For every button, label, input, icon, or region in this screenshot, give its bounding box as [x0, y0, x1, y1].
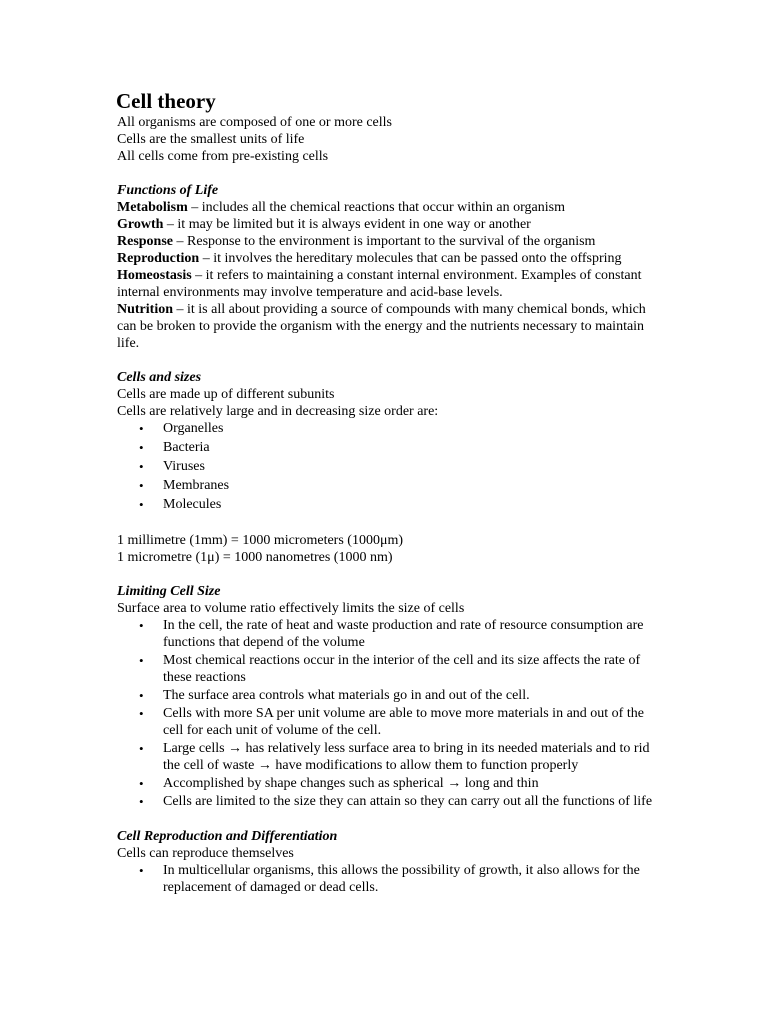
bullet-icon: •: [139, 741, 144, 756]
list-item: [117, 862, 657, 896]
cell-theory-line: All cells come from pre-existing cells: [117, 149, 329, 164]
unit-line: 1 micrometre (1μ) = 1000 nanometres (1000 nm): [117, 550, 393, 565]
list-item-text: Molecules: [163, 497, 222, 512]
limiting-section: [117, 583, 657, 810]
list-item: [117, 775, 657, 792]
list-item-text: Large cells → has relatively less surface area to bring in its needed materials and to rid the cell of waste → have modifications to allow them to function properly: [163, 741, 650, 773]
function-text: – it refers to maintaining a constant internal environment. Examples of constant internal environments may involve temperature and acid-base levels.: [117, 268, 642, 300]
list-item-text: Most chemical reactions occur in the interior of the cell and its size affects the rate of these reactions: [163, 653, 641, 685]
bullet-icon: •: [139, 459, 144, 474]
function-item: [117, 250, 657, 267]
list-item: [117, 687, 657, 704]
sizes-intro-line: Cells are made up of different subunits: [117, 387, 335, 402]
list-item-text: Membranes: [163, 478, 230, 493]
bullet-icon: •: [139, 618, 144, 633]
list-item-text: The surface area controls what materials go in and out of the cell.: [163, 688, 530, 703]
cell-theory-section: [117, 114, 657, 165]
bullet-icon: •: [139, 440, 144, 455]
function-text: – includes all the chemical reactions that occur within an organism: [187, 200, 565, 215]
cell-theory-line: All organisms are composed of one or more cells: [117, 115, 393, 130]
list-item: [117, 705, 657, 739]
function-term: Growth: [117, 217, 164, 232]
sizes-section: [117, 369, 657, 566]
function-text: – it involves the hereditary molecules that can be passed onto the offspring: [199, 251, 622, 266]
list-item-text: Cells are limited to the size they can attain so they can carry out all the functions of life: [163, 794, 653, 809]
reproduction-intro: Cells can reproduce themselves: [117, 846, 294, 861]
limiting-list: [117, 617, 657, 810]
list-item: [117, 740, 657, 774]
list-item: [117, 420, 657, 438]
bullet-icon: •: [139, 706, 144, 721]
list-item: [117, 439, 657, 457]
function-term: Homeostasis: [117, 268, 192, 283]
bullet-icon: •: [139, 776, 144, 791]
page-title: Cell theory: [116, 89, 216, 113]
reproduction-heading: Cell Reproduction and Differentiation: [117, 829, 338, 844]
list-item-text: In multicellular organisms, this allows the possibility of growth, it also allows for the replacement of damaged or dead cells.: [163, 863, 640, 895]
function-term: Nutrition: [117, 302, 173, 317]
list-item: [117, 652, 657, 686]
function-term: Metabolism: [117, 200, 188, 215]
list-item-text: Viruses: [163, 459, 205, 474]
list-item: [117, 617, 657, 651]
bullet-icon: •: [139, 794, 144, 809]
bullet-icon: •: [139, 863, 144, 878]
list-item: [117, 477, 657, 495]
list-item-text: Organelles: [163, 421, 224, 436]
list-item-text: In the cell, the rate of heat and waste production and rate of resource consumption are functions that depend of the volume: [163, 618, 644, 650]
function-text: – it is all about providing a source of compounds with many chemical bonds, which can be broken to provide the organism with the energy and the nutrients necessary to maintain life.: [117, 302, 646, 351]
sizes-intro-line: Cells are relatively large and in decreasing size order are:: [117, 404, 439, 419]
list-item-text: Bacteria: [163, 440, 210, 455]
bullet-icon: •: [139, 688, 144, 703]
list-item-text: Cells with more SA per unit volume are able to move more materials in and out of the cell for each unit of volume of the cell.: [163, 706, 644, 738]
cell-theory-line: Cells are the smallest units of life: [117, 132, 305, 147]
bullet-icon: •: [139, 497, 144, 512]
list-item: [117, 793, 657, 810]
function-text: – Response to the environment is important to the survival of the organism: [173, 234, 596, 249]
function-item: [117, 233, 657, 250]
unit-line: 1 millimetre (1mm) = 1000 micrometers (1000μm): [117, 533, 404, 548]
list-item-text: Accomplished by shape changes such as spherical → long and thin: [163, 776, 539, 791]
bullet-icon: •: [139, 478, 144, 493]
functions-heading: Functions of Life: [117, 183, 219, 198]
function-item: [117, 216, 657, 233]
list-item: [117, 458, 657, 476]
function-item: [117, 301, 657, 352]
bullet-icon: •: [139, 653, 144, 668]
function-item: [117, 199, 657, 216]
bullet-icon: •: [139, 421, 144, 436]
list-item: [117, 496, 657, 514]
function-term: Response: [117, 234, 174, 249]
document-page: [117, 88, 657, 897]
reproduction-list: [117, 862, 657, 896]
sizes-heading: Cells and sizes: [117, 370, 202, 385]
reproduction-section: [117, 828, 657, 896]
function-text: – it may be limited but it is always evident in one way or another: [163, 217, 531, 232]
limiting-intro: Surface area to volume ratio effectively limits the size of cells: [117, 601, 465, 616]
limiting-heading: Limiting Cell Size: [117, 584, 221, 599]
sizes-list: [117, 420, 657, 514]
functions-section: [117, 182, 657, 352]
function-term: Reproduction: [117, 251, 200, 266]
function-item: [117, 267, 657, 301]
